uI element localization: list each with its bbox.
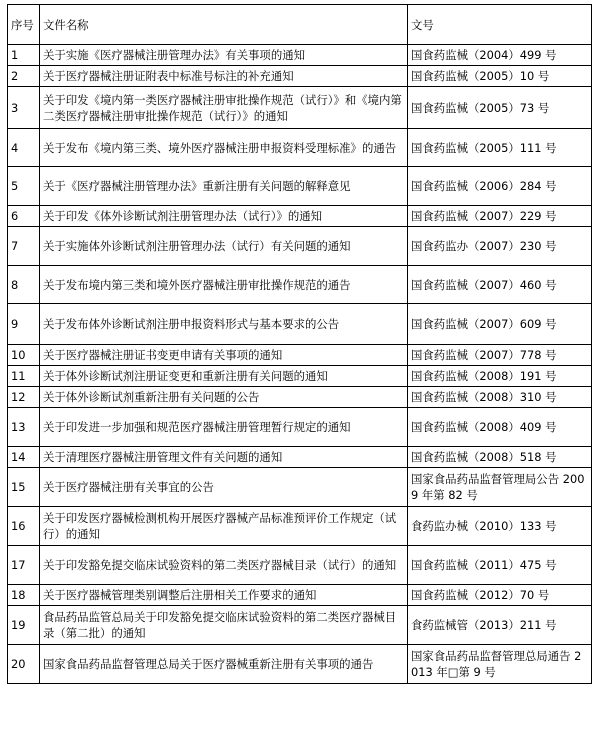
header-doc-number: 文号: [408, 5, 592, 45]
row-file-name-cell: 关于印发《体外诊断试剂注册管理办法（试行）》的通知: [40, 206, 408, 227]
row-doc-number-cell: 食药监办械（2010）133 号: [408, 507, 592, 546]
row-file-name-cell: 关于印发进一步加强和规范医疗器械注册管理暂行规定的通知: [40, 408, 408, 447]
row-doc-number-cell: 国食药监械（2007）778 号: [408, 345, 592, 366]
row-doc-number-cell: 国食药监械（2007）460 号: [408, 266, 592, 304]
table-row: [8, 304, 592, 345]
row-file-name-cell: 关于发布体外诊断试剂注册申报资料形式与基本要求的公告: [40, 304, 408, 345]
row-doc-number-cell: 国食药监械（2008）191 号: [408, 366, 592, 387]
row-file-name-cell: 食品药品监管总局关于印发豁免提交临床试验资料的第二类医疗器械目录（第二批）的通知: [40, 606, 408, 645]
row-seq-cell: 14: [8, 447, 40, 468]
row-seq-cell: 10: [8, 345, 40, 366]
row-file-name-cell: 关于印发豁免提交临床试验资料的第二类医疗器械目录（试行）的通知: [40, 546, 408, 585]
row-seq-cell: 7: [8, 227, 40, 266]
row-seq-cell: 2: [8, 66, 40, 87]
row-file-name-cell: 关于医疗器械管理类别调整后注册相关工作要求的通知: [40, 585, 408, 606]
row-file-name-cell: 关于医疗器械注册证附表中标准号标注的补充通知: [40, 66, 408, 87]
table-row: [8, 129, 592, 167]
row-doc-number-cell: 国食药监械（2007）229 号: [408, 206, 592, 227]
table-row: [8, 387, 592, 408]
row-file-name-cell: 关于实施体外诊断试剂注册管理办法（试行）有关问题的通知: [40, 227, 408, 266]
document-list-table: [7, 4, 592, 684]
row-seq-cell: 20: [8, 645, 40, 684]
row-doc-number-cell: 国食药监械（2005）73 号: [408, 87, 592, 129]
row-seq-cell: 4: [8, 129, 40, 167]
table-row: [8, 468, 592, 507]
row-file-name-cell: 关于实施《医疗器械注册管理办法》有关事项的通知: [40, 45, 408, 66]
table-row: [8, 87, 592, 129]
row-file-name-cell: 关于体外诊断试剂注册证变更和重新注册有关问题的通知: [40, 366, 408, 387]
row-seq-cell: 18: [8, 585, 40, 606]
row-file-name-cell: 关于印发医疗器械检测机构开展医疗器械产品标准预评价工作规定（试行）的通知: [40, 507, 408, 546]
table-row: [8, 45, 592, 66]
table-row: [8, 507, 592, 546]
row-doc-number-cell: 国食药监械（2005）111 号: [408, 129, 592, 167]
row-doc-number-cell: 国食药监械（2008）310 号: [408, 387, 592, 408]
row-file-name-cell: 关于发布《境内第三类、境外医疗器械注册申报资料受理标准》的通告: [40, 129, 408, 167]
row-seq-cell: 1: [8, 45, 40, 66]
row-doc-number-cell: 国食药监械（2011）475 号: [408, 546, 592, 585]
table-row: [8, 206, 592, 227]
table-row: [8, 366, 592, 387]
row-doc-number-cell: 国家食品药品监督管理总局通告 2013 年□第 9 号: [408, 645, 592, 684]
table-row: [8, 408, 592, 447]
row-file-name-cell: 关于医疗器械注册证书变更申请有关事项的通知: [40, 345, 408, 366]
row-seq-cell: 3: [8, 87, 40, 129]
row-seq-cell: 9: [8, 304, 40, 345]
row-seq-cell: 6: [8, 206, 40, 227]
table-row: [8, 345, 592, 366]
row-seq-cell: 13: [8, 408, 40, 447]
row-doc-number-cell: 国食药监械（2005）10 号: [408, 66, 592, 87]
table-row: [8, 645, 592, 684]
row-seq-cell: 8: [8, 266, 40, 304]
row-file-name-cell: 关于印发《境内第一类医疗器械注册审批操作规范（试行）》和《境内第二类医疗器械注册审批操作规范（试行）》的通知: [40, 87, 408, 129]
row-file-name-cell: 关于发布境内第三类和境外医疗器械注册审批操作规范的通告: [40, 266, 408, 304]
row-doc-number-cell: 国食药监械（2006）284 号: [408, 167, 592, 206]
row-doc-number-cell: 国食药监械（2004）499 号: [408, 45, 592, 66]
row-seq-cell: 5: [8, 167, 40, 206]
row-doc-number-cell: 食药监械管（2013）211 号: [408, 606, 592, 645]
table-row: [8, 266, 592, 304]
row-doc-number-cell: 国食药监办（2007）230 号: [408, 227, 592, 266]
row-file-name-cell: 关于清理医疗器械注册管理文件有关问题的通知: [40, 447, 408, 468]
table-body: [8, 45, 592, 684]
table-row: [8, 585, 592, 606]
row-doc-number-cell: 国食药监械（2007）609 号: [408, 304, 592, 345]
row-file-name-cell: 国家食品药品监督管理总局关于医疗器械重新注册有关事项的通告: [40, 645, 408, 684]
table-row: [8, 546, 592, 585]
row-file-name-cell: 关于体外诊断试剂重新注册有关问题的公告: [40, 387, 408, 408]
table-row: [8, 167, 592, 206]
header-file-name: 文件名称: [40, 5, 408, 45]
table-row: [8, 227, 592, 266]
row-seq-cell: 16: [8, 507, 40, 546]
row-seq-cell: 17: [8, 546, 40, 585]
header-seq: 序号: [8, 5, 40, 45]
header-row: [8, 5, 592, 45]
row-file-name-cell: 关于《医疗器械注册管理办法》重新注册有关问题的解释意见: [40, 167, 408, 206]
row-doc-number-cell: 国食药监械（2008）518 号: [408, 447, 592, 468]
table-row: [8, 606, 592, 645]
table-row: [8, 66, 592, 87]
row-doc-number-cell: 国食药监械（2012）70 号: [408, 585, 592, 606]
row-seq-cell: 15: [8, 468, 40, 507]
row-doc-number-cell: 国食药监械（2008）409 号: [408, 408, 592, 447]
row-doc-number-cell: 国家食品药品监督管理局公告 2009 年第 82 号: [408, 468, 592, 507]
row-seq-cell: 11: [8, 366, 40, 387]
row-file-name-cell: 关于医疗器械注册有关事宜的公告: [40, 468, 408, 507]
row-seq-cell: 19: [8, 606, 40, 645]
row-seq-cell: 12: [8, 387, 40, 408]
table-row: [8, 447, 592, 468]
